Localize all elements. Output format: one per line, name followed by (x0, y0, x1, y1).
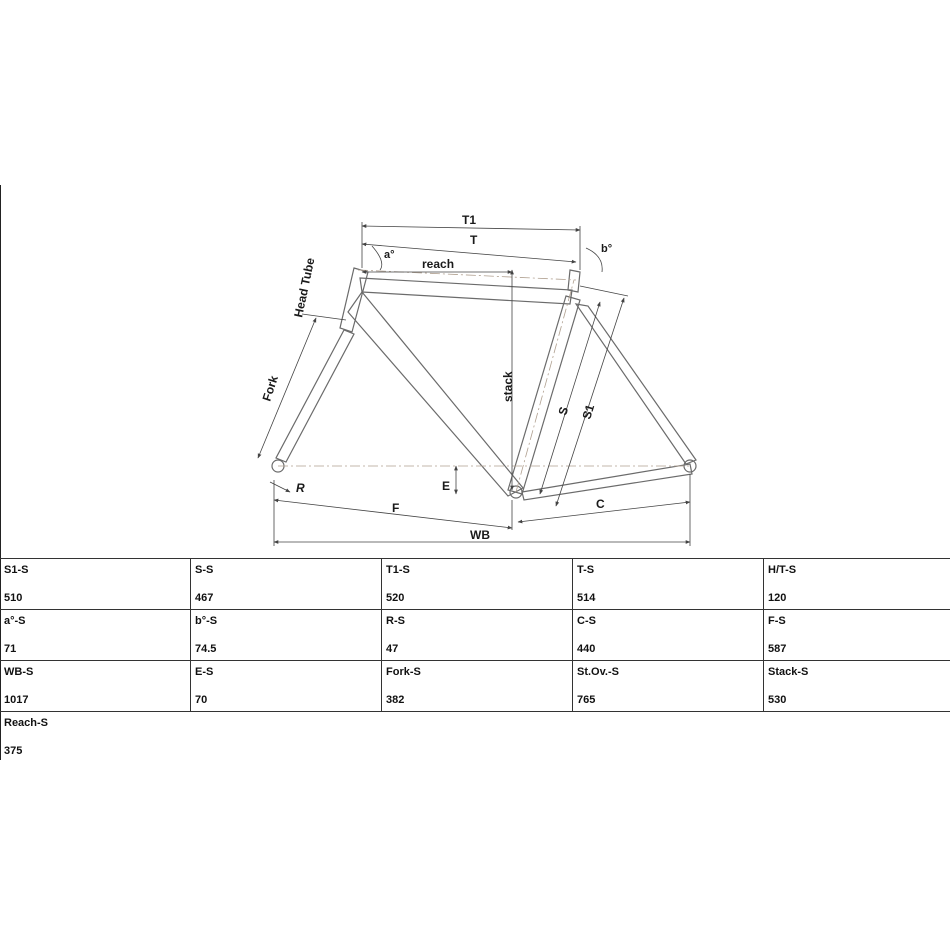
cell-label: R-S (386, 615, 405, 627)
top-tube (360, 278, 572, 304)
cell-label: C-S (577, 615, 596, 627)
cell-value: 120 (768, 592, 787, 604)
a-angle-arc (372, 246, 382, 270)
cell-value: 440 (577, 643, 596, 655)
down-tube (348, 292, 523, 496)
label-s: S (555, 405, 572, 417)
cell-value: 74.5 (195, 643, 217, 655)
cell-label: S-S (195, 564, 214, 576)
table-cell (382, 610, 573, 660)
fork-blade (276, 330, 354, 462)
cell-value: 467 (195, 592, 214, 604)
geometry-table (0, 558, 950, 763)
cell-label: St.Ov.-S (577, 666, 619, 678)
table-row (0, 712, 950, 763)
cell-label: b°-S (195, 615, 218, 627)
cell-value: 520 (386, 592, 405, 604)
cell-label: E-S (195, 666, 214, 678)
cell-label: T-S (577, 564, 595, 576)
label-f: F (392, 501, 400, 515)
label-c: C (596, 497, 605, 511)
label-e: E (442, 479, 451, 493)
cell-label: Fork-S (386, 666, 421, 678)
table-cell (573, 559, 764, 609)
cell-label: T1-S (386, 564, 410, 576)
centerlines (278, 270, 690, 492)
table-row (0, 610, 950, 661)
head-tube-dim (302, 314, 346, 320)
label-stack: stack (501, 371, 515, 402)
dimension-lines (258, 222, 690, 546)
table-cell (0, 559, 191, 609)
table-cell (382, 661, 573, 711)
cell-label: S1-S (4, 564, 29, 576)
label-b: b° (601, 243, 613, 255)
frame-geometry-diagram (0, 185, 950, 560)
seat-tube (508, 296, 580, 494)
table-row (0, 661, 950, 712)
frame-tubes (272, 268, 696, 500)
table-row (0, 558, 950, 610)
table-cell (573, 610, 764, 660)
s1-dim (556, 298, 624, 506)
cell-value: 510 (4, 592, 23, 604)
table-cell (573, 661, 764, 711)
table-cell (191, 610, 382, 660)
table-cell (764, 610, 950, 660)
seat-stay (576, 304, 696, 464)
label-a: a° (384, 249, 395, 261)
label-s1: S1 (579, 402, 598, 421)
b-angle-arc (586, 248, 602, 272)
table-cell (0, 610, 191, 660)
table-cell (764, 661, 950, 711)
cell-label: H/T-S (768, 564, 797, 576)
table-cell (0, 661, 191, 711)
cell-value: 382 (386, 694, 405, 706)
cell-label: Stack-S (768, 666, 809, 678)
cell-value: 70 (195, 694, 208, 706)
cell-value: 47 (386, 643, 399, 655)
cell-label: WB-S (4, 666, 34, 678)
table-cell (764, 559, 950, 609)
cell-label: Reach-S (4, 717, 49, 729)
table-cell (191, 559, 382, 609)
cell-value: 765 (577, 694, 596, 706)
cell-value: 514 (577, 592, 596, 604)
label-wb: WB (470, 528, 490, 542)
cell-value: 587 (768, 643, 787, 655)
cell-value: 375 (4, 745, 23, 757)
label-reach: reach (422, 257, 455, 271)
label-t1: T1 (462, 213, 477, 227)
cell-value: 530 (768, 694, 787, 706)
table-cell (191, 661, 382, 711)
cell-value: 71 (4, 643, 17, 655)
label-r: R (296, 481, 305, 495)
table-cell (0, 712, 186, 763)
cell-label: a°-S (4, 615, 26, 627)
label-t: T (470, 233, 478, 247)
cell-value: 1017 (4, 694, 29, 706)
label-head-tube: Head Tube (291, 256, 318, 319)
cell-label: F-S (768, 615, 786, 627)
table-cell (382, 559, 573, 609)
head-tube (340, 268, 368, 332)
label-fork: Fork (259, 373, 281, 403)
